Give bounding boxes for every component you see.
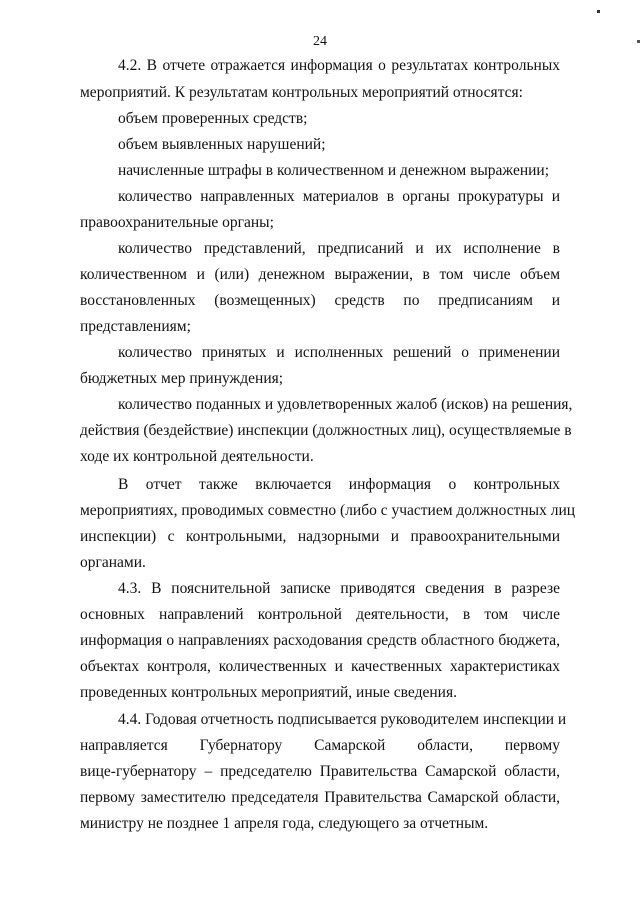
text-line: ходе их контрольной деятельности. [80, 448, 314, 465]
text-line: 4.2. В отчете отражается информация о результатах контрольных [118, 57, 560, 74]
text-line: количественном и (или) денежном выражении, в том числе объем [80, 266, 560, 283]
text-line: вице-губернатору – председателю Правительства Самарской области, [80, 763, 560, 780]
text-line: 4.4. Годовая отчетность подписывается руководителем инспекции и [118, 711, 567, 728]
text-line: направляется Губернатору Самарской области, первому [80, 737, 560, 754]
text-line: основных направлений контрольной деятельности, в том числе [80, 606, 560, 623]
text-line: представлениям; [80, 318, 191, 335]
text-line: мероприятий. К результатам контрольных мероприятий относятся: [80, 84, 523, 101]
text-line: количество направленных материалов в органы прокуратуры и [118, 188, 560, 205]
text-line: первому заместителю председателя Правительства Самарской области, [80, 789, 560, 806]
text-line: объектах контроля, количественных и качественных характеристиках [80, 658, 560, 675]
text-line: начисленные штрафы в количественном и денежном выражении; [118, 162, 550, 179]
text-line: В отчет также включается информация о контрольных [118, 476, 560, 493]
text-line: проведенных контрольных мероприятий, иные сведения. [80, 684, 457, 701]
text-line: министру не позднее 1 апреля года, следующего за отчетным. [80, 815, 489, 832]
text-line: количество поданных и удовлетворенных жалоб (исков) на решения, [118, 396, 573, 413]
text-line: органами. [80, 554, 146, 571]
text-line: количество принятых и исполненных решений о применении [118, 344, 560, 361]
page-number: 24 [313, 34, 327, 49]
text-line: правоохранительные органы; [80, 214, 274, 231]
text-line: мероприятиях, проводимых совместно (либо с участием должностных лиц [80, 502, 576, 519]
text-line: инспекции) с контрольными, надзорными и правоохранительными [80, 528, 560, 545]
text-line: восстановленных (возмещенных) средств по предписаниям и [80, 292, 560, 309]
text-line: действия (бездействие) инспекции (должностных лиц), осуществляемые в [80, 422, 572, 439]
text-line: информация о направлениях расходования средств областного бюджета, [80, 632, 560, 649]
text-line: объем выявленных нарушений; [118, 136, 326, 153]
text-line: 4.3. В пояснительной записке приводятся сведения в разрезе [118, 580, 560, 597]
text-line: количество представлений, предписаний и их исполнение в [118, 240, 560, 257]
scan-speck [597, 10, 600, 13]
text-line: объем проверенных средств; [118, 110, 308, 127]
text-line: бюджетных мер принуждения; [80, 370, 284, 387]
